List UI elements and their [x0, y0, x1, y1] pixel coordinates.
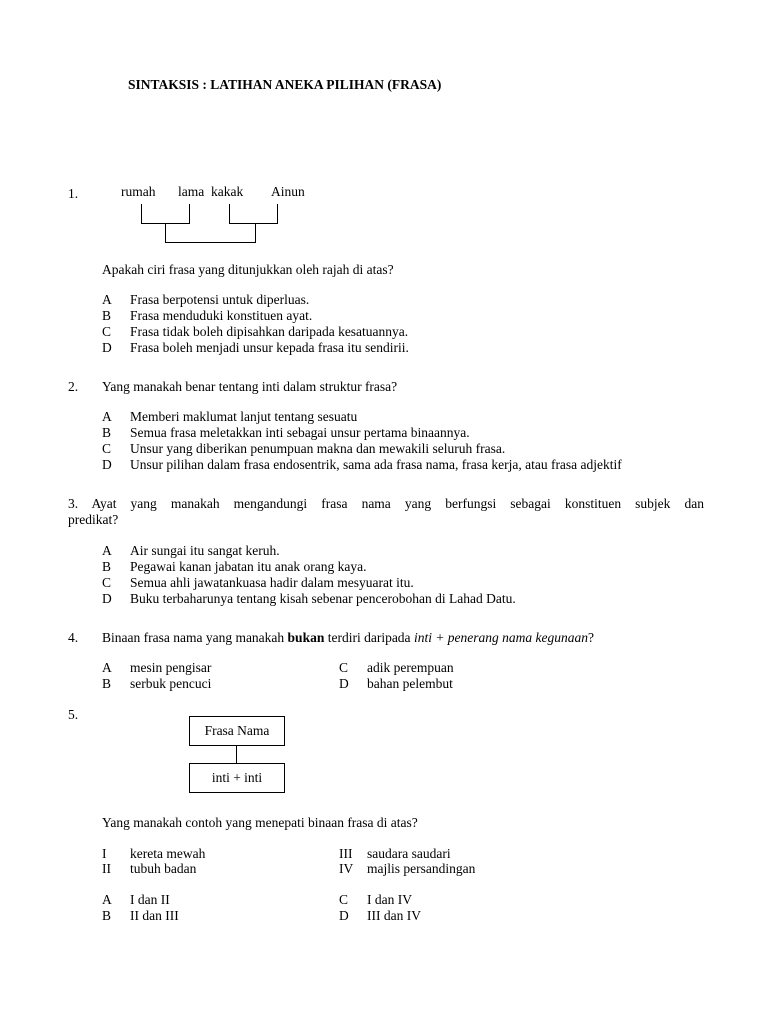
q2-option-b-text: Semua frasa meletakkan inti sebagai unsur pertama binaannya.	[130, 425, 470, 440]
q1-word-ainun: Ainun	[271, 184, 305, 199]
q4-question-end: ?	[588, 630, 595, 645]
q1-option-a-letter: A	[102, 292, 112, 307]
q5-option-b-text: II dan III	[130, 908, 179, 923]
q4-option-b-text: serbuk pencuci	[130, 676, 212, 691]
q4-option-d-letter: D	[339, 676, 349, 691]
q2-option-b-letter: B	[102, 425, 112, 440]
q2-option-d-text: Unsur pilihan dalam frasa endosentrik, sama ada frasa nama, frasa kerja, atau frasa adjektif	[130, 457, 622, 472]
q5-item-i-text: kereta mewah	[130, 846, 206, 861]
q4-question-part2: terdiri daripada	[324, 630, 414, 645]
q3-option-a-letter: A	[102, 543, 112, 558]
q4-question-bold: bukan	[287, 630, 325, 645]
q3-option-b-letter: B	[102, 559, 112, 574]
q5-option-c-text: I dan IV	[367, 892, 412, 907]
q1-option-b-text: Frasa menduduki konstituen ayat.	[130, 308, 313, 323]
q5-item-iv-numeral: IV	[339, 861, 354, 876]
q1-option-a-text: Frasa berpotensi untuk diperluas.	[130, 292, 310, 307]
q4-question-part1: Binaan frasa nama yang manakah	[102, 630, 288, 645]
q5-option-a-letter: A	[102, 892, 112, 907]
q3-option-d-text: Buku terbaharunya tentang kisah sebenar pencerobohan di Lahad Datu.	[130, 591, 516, 606]
q3-option-c-text: Semua ahli jawatankuasa hadir dalam mesyuarat itu.	[130, 575, 414, 590]
q5-option-c-letter: C	[339, 892, 349, 907]
q3-option-c-letter: C	[102, 575, 112, 590]
q1-option-d-text: Frasa boleh menjadi unsur kepada frasa itu sendirii.	[130, 340, 409, 355]
q4-option-a-text: mesin pengisar	[130, 660, 212, 675]
q5-box-inti-inti: inti + inti	[189, 763, 285, 793]
page-title: SINTAKSIS : LATIHAN ANEKA PILIHAN (FRASA)	[128, 77, 442, 92]
q5-option-b-letter: B	[102, 908, 112, 923]
q5-item-ii-numeral: II	[102, 861, 111, 876]
q3-question-line1: 3. Ayat yang manakah mengandungi frasa nama yang berfungsi sebagai konstituen subjek dan	[68, 496, 704, 511]
q5-option-d-text: III dan IV	[367, 908, 421, 923]
q5-question: Yang manakah contoh yang menepati binaan frasa di atas?	[102, 815, 418, 830]
q4-question-italic: inti + penerang nama kegunaan	[413, 630, 589, 645]
q5-connector-line	[236, 746, 237, 763]
q1-option-c-letter: C	[102, 324, 112, 339]
q1-question: Apakah ciri frasa yang ditunjukkan oleh rajah di atas?	[102, 262, 394, 277]
q5-item-i-numeral: I	[102, 846, 107, 861]
q5-item-iii-numeral: III	[339, 846, 353, 861]
q1-word-rumah: rumah	[121, 184, 156, 199]
q3-option-d-letter: D	[102, 591, 112, 606]
q3-option-a-text: Air sungai itu sangat keruh.	[130, 543, 280, 558]
q5-number: 5.	[68, 707, 79, 722]
q2-number: 2.	[68, 379, 79, 394]
q1-word-lama: lama	[178, 184, 205, 199]
q5-item-iii-text: saudara saudari	[367, 846, 451, 861]
q4-option-a-letter: A	[102, 660, 112, 675]
q2-option-d-letter: D	[102, 457, 112, 472]
q4-option-c-letter: C	[339, 660, 349, 675]
q2-option-c-letter: C	[102, 441, 112, 456]
q2-option-c-text: Unsur yang diberikan penumpuan makna dan mewakili seluruh frasa.	[130, 441, 506, 456]
q4-option-b-letter: B	[102, 676, 112, 691]
q1-option-c-text: Frasa tidak boleh dipisahkan daripada kesatuannya.	[130, 324, 409, 339]
q5-option-d-letter: D	[339, 908, 349, 923]
q3-option-b-text: Pegawai kanan jabatan itu anak orang kaya.	[130, 559, 367, 574]
q1-number: 1.	[68, 186, 79, 201]
q5-box-frasa-nama: Frasa Nama	[189, 716, 285, 746]
q5-item-iv-text: majlis persandingan	[367, 861, 476, 876]
q4-number: 4.	[68, 630, 79, 645]
q3-question-line2: predikat?	[68, 512, 119, 527]
q1-option-d-letter: D	[102, 340, 112, 355]
q1-option-b-letter: B	[102, 308, 112, 323]
q4-option-d-text: bahan pelembut	[367, 676, 453, 691]
q2-question: Yang manakah benar tentang inti dalam struktur frasa?	[102, 379, 398, 394]
q4-option-c-text: adik perempuan	[367, 660, 454, 675]
q4-question	[102, 630, 594, 646]
q2-option-a-text: Memberi maklumat lanjut tentang sesuatu	[130, 409, 358, 424]
q5-option-a-text: I dan II	[130, 892, 170, 907]
q2-option-a-letter: A	[102, 409, 112, 424]
q1-word-kakak: kakak	[211, 184, 244, 199]
q5-item-ii-text: tubuh badan	[130, 861, 197, 876]
